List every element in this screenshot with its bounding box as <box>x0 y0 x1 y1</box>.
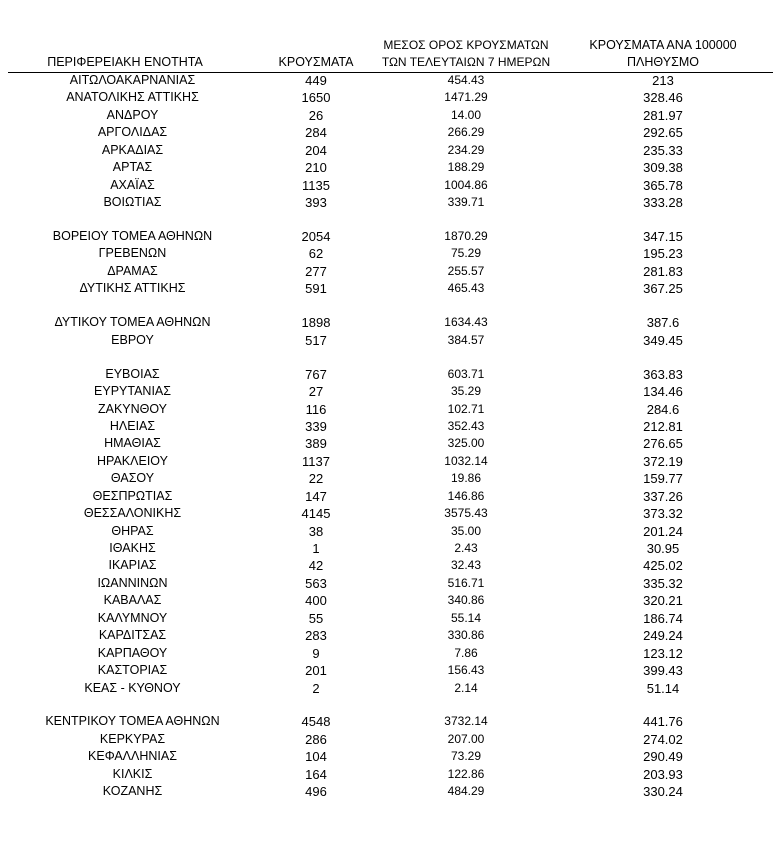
avg-cell: 35.29 <box>450 384 482 399</box>
per-capita-cell: 335.32 <box>643 575 683 591</box>
header-region: ΠΕΡΙΦΕΡΕΙΑΚΗ ΕΝΟΤΗΤΑ <box>47 55 203 69</box>
table-row <box>0 177 777 194</box>
region-name-cell: ΚΙΛΚΙΣ <box>112 766 153 781</box>
avg-cell: 339.71 <box>447 195 485 210</box>
per-capita-cell: 186.74 <box>643 610 683 626</box>
table-row <box>0 332 777 349</box>
region-name-cell: ΘΕΣΠΡΩΤΙΑΣ <box>92 488 173 503</box>
cases-cell: 1650 <box>301 90 331 106</box>
table-row <box>0 645 777 662</box>
avg-cell: 75.29 <box>450 246 482 261</box>
cases-cell: 2054 <box>301 229 331 244</box>
avg-cell: 465.43 <box>447 281 485 296</box>
cases-cell: 55 <box>308 610 324 626</box>
region-name-cell: ΗΡΑΚΛΕΙΟΥ <box>97 453 168 468</box>
per-capita-cell: 387.6 <box>646 315 680 331</box>
avg-cell: 255.57 <box>447 263 485 278</box>
cases-cell: 164 <box>305 766 327 782</box>
per-capita-cell: 203.93 <box>643 766 683 782</box>
avg-cell: 1471.29 <box>444 90 488 105</box>
table-row <box>0 383 777 400</box>
header-cases: ΚΡΟΥΣΜΑΤΑ <box>278 55 354 69</box>
cases-cell: 26 <box>308 107 324 123</box>
avg-cell: 32.43 <box>450 558 482 573</box>
avg-cell: 207.00 <box>447 731 485 746</box>
region-name-cell: ΚΟΖΑΝΗΣ <box>102 784 163 799</box>
region-name-cell: ΕΒΡΟΥ <box>111 332 154 347</box>
region-name-cell: ΙΩΑΝΝΙΝΩΝ <box>97 575 168 590</box>
per-capita-cell: 333.28 <box>643 195 683 211</box>
region-name-cell: ΘΕΣΣΑΛΟΝΙΚΗΣ <box>83 506 182 521</box>
table-row <box>0 575 777 592</box>
per-capita-cell: 281.97 <box>643 107 683 123</box>
region-name-cell: ΚΑΛΥΜΝΟΥ <box>97 610 168 625</box>
table-row <box>0 366 777 383</box>
avg-cell: 146.86 <box>447 488 485 503</box>
table-row <box>0 748 777 765</box>
cases-cell: 210 <box>305 160 327 176</box>
per-capita-cell: 328.46 <box>643 90 683 106</box>
region-name-cell: ΚΑΒΑΛΑΣ <box>103 593 162 608</box>
cases-cell: 9 <box>312 645 320 661</box>
cases-cell: 116 <box>305 401 327 417</box>
table-row <box>0 280 777 297</box>
cases-cell: 22 <box>308 471 324 487</box>
header-avg <box>356 37 576 71</box>
per-capita-cell: 292.65 <box>643 125 683 141</box>
table-row <box>0 194 777 211</box>
region-name-cell: ΔΡΑΜΑΣ <box>107 263 158 278</box>
table-row <box>0 435 777 452</box>
avg-cell: 603.71 <box>447 366 485 381</box>
per-capita-cell: 320.21 <box>643 593 683 609</box>
cases-cell: 27 <box>308 384 324 400</box>
table-row <box>0 540 777 557</box>
per-capita-cell: 159.77 <box>643 471 683 487</box>
avg-cell: 1004.86 <box>444 177 488 192</box>
table-row <box>0 610 777 627</box>
avg-cell: 14.00 <box>450 107 482 122</box>
cases-cell: 767 <box>305 366 327 382</box>
avg-cell: 19.86 <box>450 471 482 486</box>
table-row <box>0 124 777 141</box>
per-capita-cell: 213 <box>652 73 674 88</box>
per-capita-cell: 372.19 <box>643 453 683 469</box>
region-name-cell: ΚΑΣΤΟΡΙΑΣ <box>97 663 168 678</box>
region-name-cell: ΑΡΚΑΔΙΑΣ <box>101 142 164 157</box>
cases-cell: 1 <box>312 541 320 556</box>
header-avg-line1: ΜΕΣΟΣ ΟΡΟΣ ΚΡΟΥΣΜΑΤΩΝ <box>383 38 549 52</box>
cases-cell: 563 <box>305 575 327 591</box>
table-row <box>0 72 777 89</box>
region-name-cell: ΚΕΦΑΛΛΗΝΙΑΣ <box>88 749 177 764</box>
region-name-cell: ΑΧΑΪΑΣ <box>110 177 155 192</box>
avg-cell: 122.86 <box>447 766 485 781</box>
region-name-cell: ΔΥΤΙΚΟΥ ΤΟΜΕΑ ΑΘΗΝΩΝ <box>54 315 211 330</box>
table-row <box>0 523 777 540</box>
table-row <box>0 662 777 679</box>
region-name-cell: ΚΕΑΣ - ΚΥΘΝΟΥ <box>84 680 181 695</box>
region-name-cell: ΑΡΤΑΣ <box>112 160 153 175</box>
per-capita-cell: 309.38 <box>643 160 683 176</box>
avg-cell: 156.43 <box>447 663 485 678</box>
avg-cell: 1634.43 <box>444 315 488 330</box>
header-per <box>553 37 773 71</box>
avg-cell: 325.00 <box>447 436 485 451</box>
avg-cell: 454.43 <box>447 73 485 87</box>
cases-cell: 104 <box>305 749 327 765</box>
per-capita-cell: 363.83 <box>643 366 683 382</box>
cases-cell: 147 <box>305 488 327 504</box>
table-row <box>0 783 777 800</box>
avg-cell: 384.57 <box>447 332 485 347</box>
region-name-cell: ΕΥΡΥΤΑΝΙΑΣ <box>94 384 171 399</box>
region-name-cell: ΑΙΤΩΛΟΑΚΑΡΝΑΝΙΑΣ <box>69 73 196 87</box>
cases-cell: 4548 <box>301 714 331 730</box>
avg-cell: 55.14 <box>450 610 482 625</box>
cases-cell: 449 <box>305 73 327 88</box>
table-row <box>0 107 777 124</box>
cases-cell: 400 <box>305 593 327 609</box>
region-name-cell: ΖΑΚΥΝΘΟΥ <box>97 401 168 416</box>
table-row <box>0 505 777 522</box>
cases-cell: 1898 <box>301 315 331 331</box>
cases-cell: 204 <box>305 142 327 158</box>
table-row <box>0 557 777 574</box>
per-capita-cell: 365.78 <box>643 177 683 193</box>
avg-cell: 188.29 <box>447 160 485 175</box>
avg-cell: 234.29 <box>447 142 485 157</box>
per-capita-cell: 195.23 <box>643 246 683 262</box>
region-name-cell: ΘΑΣΟΥ <box>110 471 155 486</box>
per-capita-cell: 134.46 <box>643 384 683 400</box>
cases-cell: 201 <box>305 663 327 679</box>
header-avg-line2: ΤΩΝ ΤΕΛΕΥΤΑΙΩΝ 7 ΗΜΕΡΩΝ <box>381 55 551 69</box>
cases-cell: 1135 <box>302 177 330 193</box>
per-capita-cell: 399.43 <box>643 663 683 679</box>
cases-cell: 496 <box>305 784 327 800</box>
table-row <box>0 488 777 505</box>
table-row <box>0 263 777 280</box>
per-capita-cell: 123.12 <box>643 645 683 661</box>
region-name-cell: ΗΜΑΘΙΑΣ <box>104 436 161 451</box>
cases-cell: 277 <box>305 263 327 279</box>
cases-cell: 389 <box>305 436 327 452</box>
per-capita-cell: 373.32 <box>643 506 683 522</box>
table-row <box>0 228 777 245</box>
cases-cell: 1137 <box>302 453 330 469</box>
table-row <box>0 314 777 331</box>
cases-cell: 517 <box>305 332 327 348</box>
region-name-cell: ΓΡΕΒΕΝΩΝ <box>98 246 167 261</box>
avg-cell: 73.29 <box>450 749 482 764</box>
per-capita-cell: 30.95 <box>646 541 680 556</box>
per-capita-cell: 330.24 <box>643 784 683 800</box>
table-body <box>0 72 777 801</box>
cases-cell: 4145 <box>301 506 331 522</box>
avg-cell: 7.86 <box>454 645 478 660</box>
table-row <box>0 159 777 176</box>
cases-cell: 283 <box>305 628 327 644</box>
per-capita-cell: 367.25 <box>643 281 683 297</box>
cases-cell: 2 <box>312 680 320 696</box>
region-name-cell: ΚΕΝΤΡΙΚΟΥ ΤΟΜΕΑ ΑΘΗΝΩΝ <box>45 714 220 729</box>
region-name-cell: ΑΝΔΡΟΥ <box>106 107 159 122</box>
per-capita-cell: 201.24 <box>643 523 683 539</box>
table-row <box>0 766 777 783</box>
per-capita-cell: 349.45 <box>643 332 683 348</box>
avg-cell: 2.43 <box>454 541 478 555</box>
cases-cell: 38 <box>308 523 324 539</box>
per-capita-cell: 235.33 <box>643 142 683 158</box>
table-row <box>0 245 777 262</box>
cases-cell: 284 <box>305 125 327 141</box>
avg-cell: 266.29 <box>447 125 485 140</box>
per-capita-cell: 51.14 <box>646 680 680 696</box>
per-capita-cell: 276.65 <box>643 436 683 452</box>
table-row <box>0 418 777 435</box>
table-row <box>0 142 777 159</box>
region-name-cell: ΔΥΤΙΚΗΣ ΑΤΤΙΚΗΣ <box>79 281 186 296</box>
per-capita-cell: 284.6 <box>646 401 680 417</box>
header-per-line1: ΚΡΟΥΣΜΑΤΑ ΑΝΑ 100000 <box>589 38 737 52</box>
region-name-cell: ΑΝΑΤΟΛΙΚΗΣ ΑΤΤΙΚΗΣ <box>66 90 199 105</box>
table-row <box>0 627 777 644</box>
region-name-cell: ΚΕΡΚΥΡΑΣ <box>99 731 166 746</box>
region-name-cell: ΚΑΡΔΙΤΣΑΣ <box>98 628 167 643</box>
cases-cell: 42 <box>308 558 324 574</box>
region-name-cell: ΒΟΡΕΙΟΥ ΤΟΜΕΑ ΑΘΗΝΩΝ <box>52 229 213 243</box>
avg-cell: 2.14 <box>454 680 478 695</box>
table-row <box>0 470 777 487</box>
region-name-cell: ΒΟΙΩΤΙΑΣ <box>103 195 162 210</box>
per-capita-cell: 441.76 <box>643 714 683 730</box>
avg-cell: 3575.43 <box>444 506 488 521</box>
region-name-cell: ΕΥΒΟΙΑΣ <box>105 366 160 381</box>
avg-cell: 340.86 <box>447 593 485 608</box>
header-per-line2: ΠΛΗΘΥΣΜΟ <box>627 55 699 69</box>
table-row <box>0 401 777 418</box>
avg-cell: 3732.14 <box>444 714 488 729</box>
table-row <box>0 89 777 106</box>
table-row <box>0 453 777 470</box>
cases-cell: 286 <box>305 731 327 747</box>
avg-cell: 484.29 <box>447 784 485 799</box>
region-name-cell: ΙΚΑΡΙΑΣ <box>108 558 157 573</box>
per-capita-cell: 274.02 <box>643 731 683 747</box>
avg-cell: 102.71 <box>447 401 485 416</box>
avg-cell: 1032.14 <box>444 453 488 468</box>
region-name-cell: ΑΡΓΟΛΙΔΑΣ <box>97 125 168 140</box>
per-capita-cell: 347.15 <box>643 229 683 244</box>
per-capita-cell: 212.81 <box>643 418 683 434</box>
per-capita-cell: 425.02 <box>643 558 683 574</box>
table-row <box>0 592 777 609</box>
cases-cell: 62 <box>308 246 324 262</box>
table-row <box>0 713 777 730</box>
cases-cell: 339 <box>305 418 327 434</box>
avg-cell: 35.00 <box>450 523 482 538</box>
region-name-cell: ΘΗΡΑΣ <box>111 523 154 538</box>
cases-cell: 393 <box>305 195 327 211</box>
avg-cell: 352.43 <box>447 418 485 433</box>
per-capita-cell: 337.26 <box>643 488 683 504</box>
per-capita-cell: 281.83 <box>643 263 683 279</box>
per-capita-cell: 290.49 <box>643 749 683 765</box>
region-name-cell: ΚΑΡΠΑΘΟΥ <box>97 645 168 660</box>
cases-cell: 591 <box>305 281 327 297</box>
avg-cell: 1870.29 <box>444 229 488 243</box>
region-name-cell: ΗΛΕΙΑΣ <box>109 418 156 433</box>
avg-cell: 516.71 <box>447 575 485 590</box>
avg-cell: 330.86 <box>447 628 485 643</box>
table-row <box>0 731 777 748</box>
region-name-cell: ΙΘΑΚΗΣ <box>109 541 156 555</box>
table-row <box>0 680 777 697</box>
per-capita-cell: 249.24 <box>643 628 683 644</box>
